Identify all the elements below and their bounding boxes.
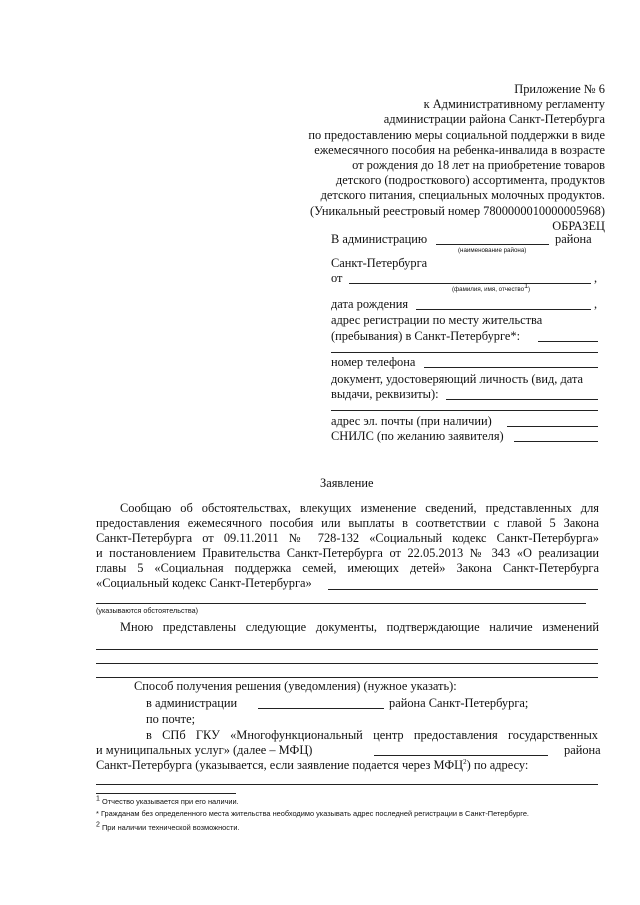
paragraph-line: главы 5 «Социальная поддержка семей, имеющих детей» Закона Санкт-Петербурга [96,561,599,575]
rayon-hint: (наименование района) [458,247,527,254]
option-mfc-line-1: в СПб ГКУ «Многофункциональный центр предоставления государственных [146,728,598,742]
header-line: от рождения до 18 лет на приобретение товаров [352,158,605,173]
fio-hint: (фамилия, имя, отчество$^1$) [452,282,531,293]
header-line: к Административному регламенту [423,97,605,112]
mfc-address-field[interactable] [96,784,598,785]
rayona-label: района [555,232,592,246]
circumstances-hint: (указываются обстоятельства) [96,606,198,615]
document-field[interactable] [446,399,598,400]
paragraph-line: предоставления ежемесячного пособия или выплаты в соответствии с главой 5 Закона [96,516,599,530]
statement-title: Заявление [320,476,374,490]
appendix-header [308,82,605,234]
footnote-asterisk: * Гражданам без определенного места жительства необходимо указывать адрес последней регистрации в Санкт-Петербурге. [96,809,529,818]
footnote-divider [96,793,236,794]
method-label: Способ получения решения (уведомления) (нужное указать): [134,679,457,693]
header-line: детского (подросткового) ассортимента, продуктов [335,173,605,188]
header-line: (Уникальный реестровый номер 7800000010000005968) [310,203,605,218]
comma: , [594,297,598,311]
address-field[interactable] [538,341,598,342]
paragraph-line: Сообщаю об обстоятельствах, влекущих изменение сведений, представленных для [120,501,599,515]
header-line: администрации района Санкт-Петербурга [383,112,605,127]
birth-field[interactable] [416,309,591,310]
phone-label: номер телефона [331,355,416,369]
address-label-2: (пребывания) в Санкт-Петербурге*: [331,329,521,343]
header-line: по предоставлению меры социальной поддержки в виде [308,127,605,142]
header-line: ежемесячного пособия на ребенка-инвалида в возрасте [314,142,605,157]
documents-field-3[interactable] [96,677,598,678]
option-mfc-line-2: и муниципальных услуг» (далее – МФЦ) [96,743,313,757]
address-label-1: адрес регистрации по месту жительства [331,313,543,327]
document-label-2: выдачи, реквизиты): [331,387,439,401]
footnote-2: $^2$ При наличии технической возможности. [96,821,240,832]
footnote-1: $^1$ Отчество указывается при его наличии. [96,795,239,806]
ot-label: от [331,271,343,285]
mfc-rayona-label: района [564,743,601,757]
sample-mark: ОБРАЗЕЦ [552,218,605,233]
documents-field-2[interactable] [96,663,598,664]
phone-field[interactable] [424,367,598,368]
spb-label: Санкт-Петербурга [331,256,428,270]
to-admin-label: В администрацию [331,232,428,246]
option-post-label: по почте; [146,712,196,726]
document-label-1: документ, удостоверяющий личность (вид, дата [331,372,584,386]
address-field-extra[interactable] [331,352,598,353]
option-admin-tail: района Санкт-Петербурга; [389,696,529,710]
statement-paragraph-1 [96,501,599,591]
document-field-extra[interactable] [331,410,598,411]
option-admin-field[interactable] [258,708,384,709]
documents-field-1[interactable] [96,649,598,650]
email-label: адрес эл. почты (при наличии) [331,414,492,428]
option-admin-label: в администрации [146,696,238,710]
mfc-rayon-field[interactable] [374,755,548,756]
paragraph-line: «Социальный кодекс Санкт-Петербурга» [96,576,312,590]
circumstances-field-extra[interactable] [96,603,586,604]
header-line: Приложение № 6 [514,82,605,96]
paragraph-line: Санкт-Петербурга от 09.11.2011 № 728-132 «Социальный кодекс Санкт-Петербурга» [96,531,599,545]
snils-field[interactable] [514,441,598,442]
fio-field[interactable] [349,283,591,284]
comma: , [594,271,598,285]
option-mfc-line-3: Санкт-Петербурга (указывается, если заявление подается через МФЦ$^2$) по адресу: [96,757,529,772]
documents-paragraph: Мною представлены следующие документы, подтверждающие наличие изменений [120,620,599,634]
email-field[interactable] [507,426,598,427]
circumstances-field[interactable] [328,589,598,590]
paragraph-line: и постановлением Правительства Санкт-Петербурга от 22.05.2013 № 343 «О реализации [96,546,599,560]
birth-label: дата рождения [331,297,409,311]
rayon-field[interactable] [436,244,549,245]
snils-label: СНИЛС (по желанию заявителя) [331,429,504,443]
header-line: детского питания, специальных молочных продуктов. [320,188,605,203]
